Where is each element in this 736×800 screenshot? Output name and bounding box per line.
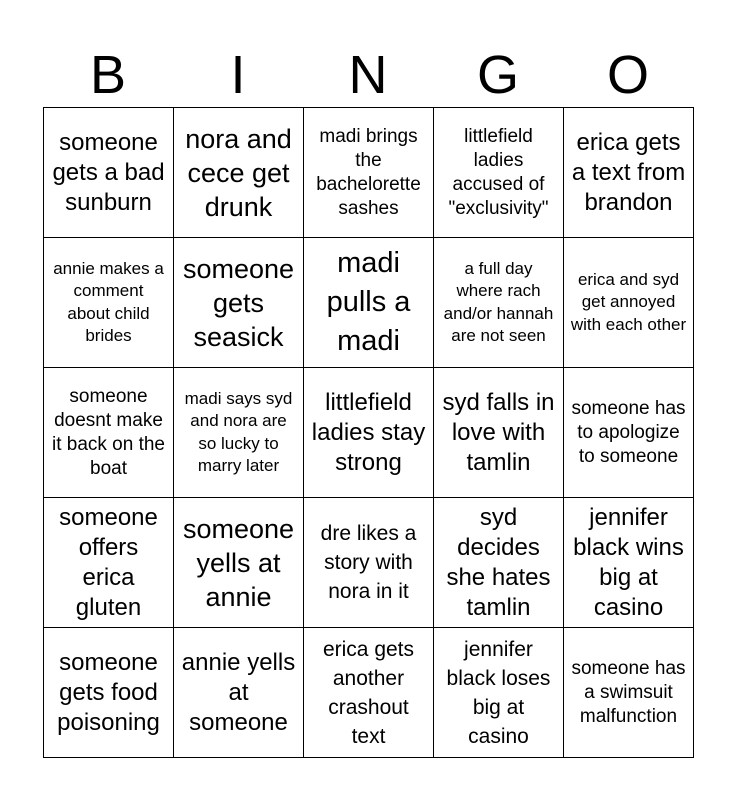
header-letter-n: N: [348, 45, 388, 105]
bingo-cell[interactable]: [174, 108, 304, 238]
bingo-cell[interactable]: [174, 498, 304, 628]
bingo-header: [43, 44, 693, 106]
cell-text: someone yells at annie: [182, 513, 295, 612]
bingo-cell[interactable]: [434, 498, 564, 628]
cell-text: madi pulls a madi: [326, 247, 411, 357]
cell-text: someone offers erica gluten: [59, 503, 158, 621]
bingo-cell[interactable]: [564, 238, 694, 368]
cell-text: erica gets a text from brandon: [571, 128, 686, 216]
bingo-cell[interactable]: [174, 368, 304, 498]
cell-text: annie yells at someone: [181, 648, 296, 736]
cell-text: someone gets food poisoning: [57, 648, 160, 736]
cell-text: annie makes a comment about child brides: [53, 258, 164, 345]
cell-text: jennifer black loses big at casino: [446, 637, 551, 748]
header-letter-i: I: [230, 45, 246, 105]
cell-text: madi brings the bachelorette sashes: [316, 125, 421, 219]
header-letter-o: O: [606, 45, 649, 105]
bingo-cell[interactable]: [304, 628, 434, 758]
cell-text: erica gets another crashout text: [322, 637, 415, 748]
cell-text: madi says syd and nora are so lucky to marry later: [184, 388, 293, 475]
bingo-cell[interactable]: [434, 108, 564, 238]
bingo-cell[interactable]: [304, 498, 434, 628]
bingo-cell[interactable]: [304, 108, 434, 238]
bingo-cell[interactable]: [564, 498, 694, 628]
bingo-cell[interactable]: [44, 238, 174, 368]
bingo-board: [43, 107, 694, 758]
bingo-cell[interactable]: [564, 108, 694, 238]
bingo-cell[interactable]: [44, 368, 174, 498]
cell-text: someone gets seasick: [182, 253, 295, 352]
cell-text: someone has a swimsuit malfunction: [571, 657, 686, 727]
cell-text: syd falls in love with tamlin: [442, 388, 555, 476]
bingo-cell[interactable]: [174, 238, 304, 368]
bingo-cell[interactable]: [564, 368, 694, 498]
cell-text: nora and cece get drunk: [185, 123, 292, 222]
bingo-cell[interactable]: [174, 628, 304, 758]
cell-text: jennifer black wins big at casino: [573, 503, 684, 621]
header-letter-b: B: [89, 45, 127, 105]
cell-text: littlefield ladies stay strong: [311, 388, 426, 476]
cell-text: someone gets a bad sunburn: [52, 128, 165, 216]
bingo-cell[interactable]: [304, 368, 434, 498]
cell-text: someone doesnt make it back on the boat: [51, 385, 166, 479]
bingo-cell[interactable]: [44, 628, 174, 758]
cell-text: littlefield ladies accused of "exclusivity": [448, 125, 549, 219]
bingo-cell[interactable]: [434, 628, 564, 758]
bingo-cell[interactable]: [564, 628, 694, 758]
cell-text: dre likes a story with nora in it: [320, 522, 417, 603]
cell-text: syd decides she hates tamlin: [446, 503, 551, 621]
cell-text: erica and syd get annoyed with each other: [570, 269, 687, 334]
bingo-cell[interactable]: [44, 498, 174, 628]
bingo-cell[interactable]: [304, 238, 434, 368]
bingo-cell[interactable]: [434, 368, 564, 498]
cell-text: a full day where rach and/or hannah are not seen: [443, 258, 554, 345]
header-letter-g: G: [476, 45, 519, 105]
bingo-cell[interactable]: [44, 108, 174, 238]
cell-text: someone has to apologize to someone: [571, 397, 686, 467]
bingo-cell[interactable]: [434, 238, 564, 368]
